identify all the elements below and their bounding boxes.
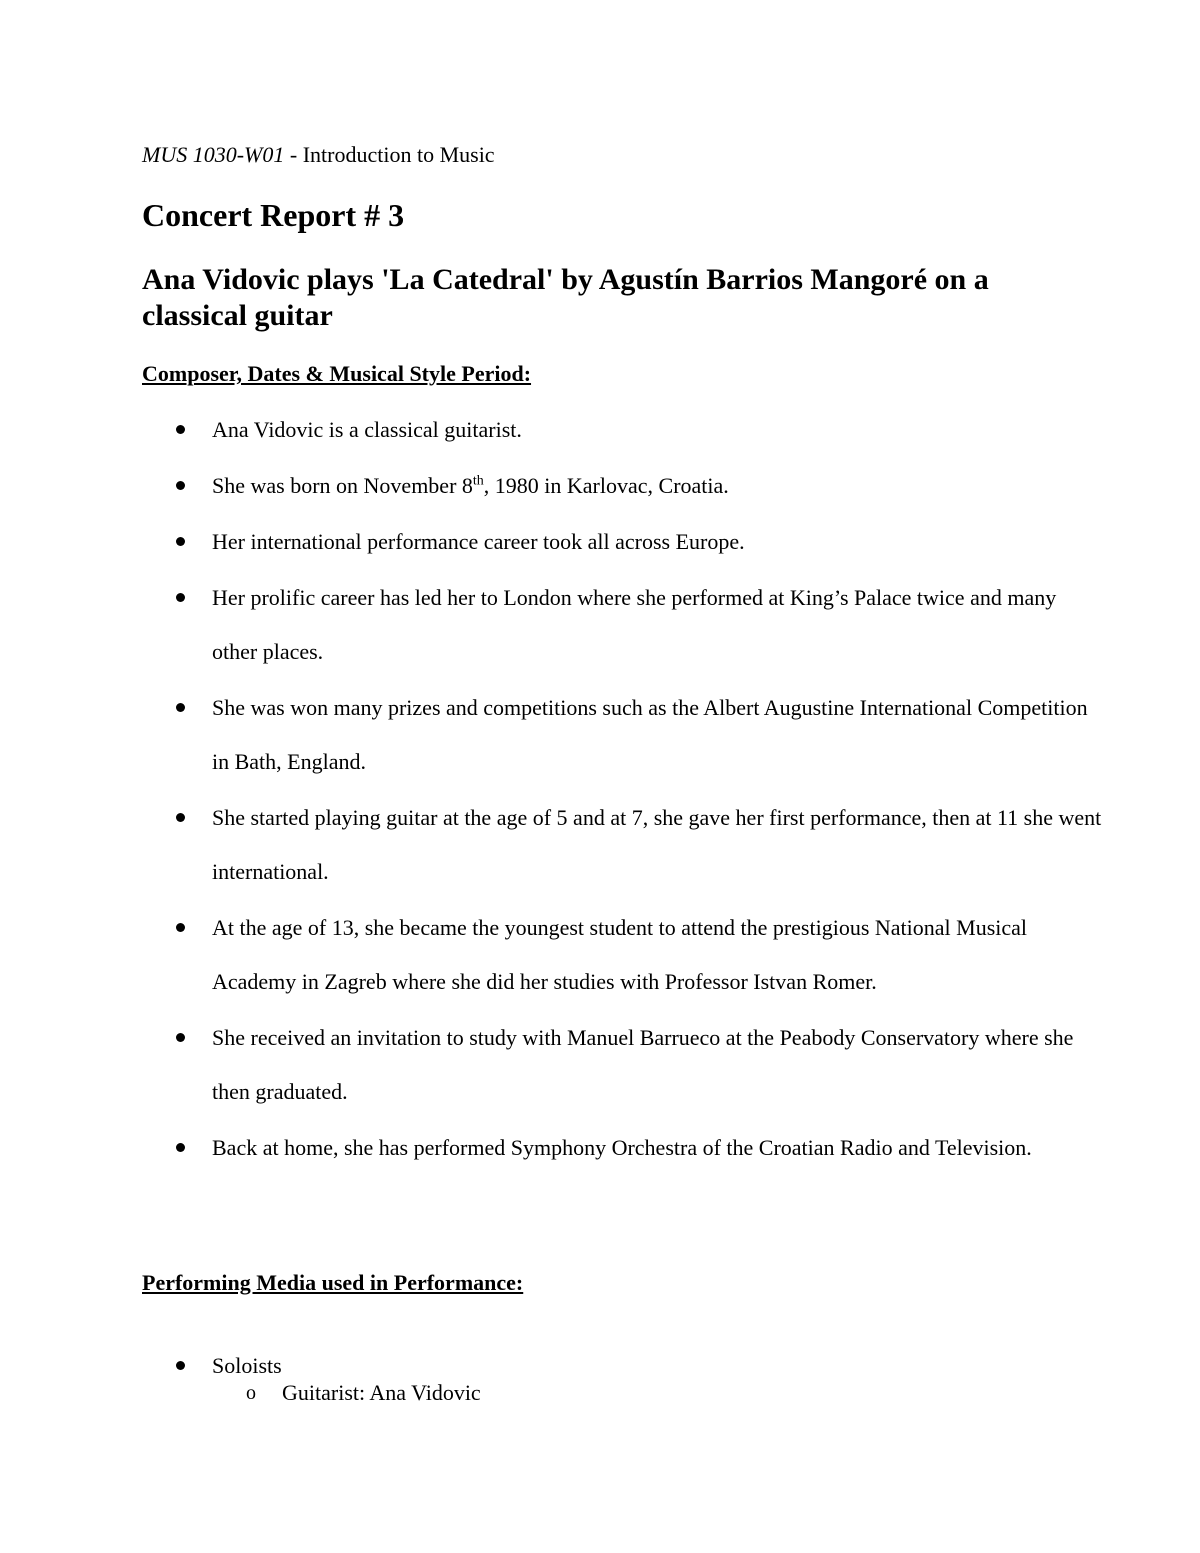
- list-item-text: She received an invitation to study with Manuel Barrueco at the Peabody Conservatory where she then graduated.: [212, 1025, 1074, 1104]
- list-item: [142, 681, 1102, 789]
- section-heading-composer: Composer, Dates & Musical Style Period:: [142, 361, 532, 386]
- born-text-sup: th: [472, 473, 484, 489]
- bullet-icon: [176, 1143, 185, 1152]
- sub-bullet-icon: o: [246, 1382, 256, 1404]
- list-item-text: [212, 473, 729, 498]
- list-item: [142, 901, 1102, 1009]
- composer-bullet-list: [142, 403, 1102, 1177]
- course-header: [142, 142, 495, 168]
- bullet-icon: [176, 481, 185, 490]
- sub-list-item: [212, 1380, 1102, 1406]
- list-item: [142, 515, 1102, 569]
- list-item-text: Her prolific career has led her to London where she performed at King’s Palace twice and many other places.: [212, 585, 1057, 664]
- list-item: [142, 1121, 1102, 1175]
- report-title: Concert Report # 3: [142, 197, 405, 233]
- bullet-icon: [176, 703, 185, 712]
- sub-list-item-text: Guitarist: Ana Vidovic: [282, 1380, 481, 1405]
- list-item-text: Soloists: [212, 1353, 282, 1378]
- list-item: [142, 1011, 1102, 1119]
- sub-list: [212, 1380, 1102, 1406]
- list-item-text: Ana Vidovic is a classical guitarist.: [212, 417, 522, 442]
- bullet-icon: [176, 923, 185, 932]
- list-item-text: She was won many prizes and competitions such as the Albert Augustine International Competition in Bath, England.: [212, 695, 1088, 774]
- list-item: [142, 791, 1102, 899]
- bullet-icon: [176, 593, 185, 602]
- born-text-after: , 1980 in Karlovac, Croatia.: [483, 473, 729, 498]
- bullet-icon: [176, 425, 185, 434]
- list-item-text: At the age of 13, she became the youngest student to attend the prestigious National Musical Academy in Zagreb where she did her studies with Professor Istvan Romer.: [212, 915, 1028, 994]
- course-name: - Introduction to Music: [284, 142, 495, 167]
- course-code: MUS 1030-W01: [142, 142, 285, 167]
- list-item-text: Back at home, she has performed Symphony Orchestra of the Croatian Radio and Television.: [212, 1135, 1032, 1160]
- list-item: [142, 1352, 1102, 1406]
- bullet-icon: [176, 1033, 185, 1042]
- performing-media-list: [142, 1352, 1102, 1408]
- list-item-text: She started playing guitar at the age of 5 and at 7, she gave her first performance, then at 11 she went international.: [212, 805, 1102, 884]
- born-text-before: She was born on November 8: [212, 473, 473, 498]
- list-item: [142, 571, 1102, 679]
- bullet-icon: [176, 813, 185, 822]
- report-subtitle: Ana Vidovic plays 'La Catedral' by Agustín Barrios Mangoré on a classical guitar: [142, 263, 989, 332]
- list-item: [142, 459, 1102, 513]
- list-item-text: Her international performance career took all across Europe.: [212, 529, 745, 554]
- bullet-icon: [176, 1361, 185, 1370]
- section-heading-performing-media: Performing Media used in Performance:: [142, 1270, 524, 1295]
- list-item: [142, 403, 1102, 457]
- bullet-icon: [176, 537, 185, 546]
